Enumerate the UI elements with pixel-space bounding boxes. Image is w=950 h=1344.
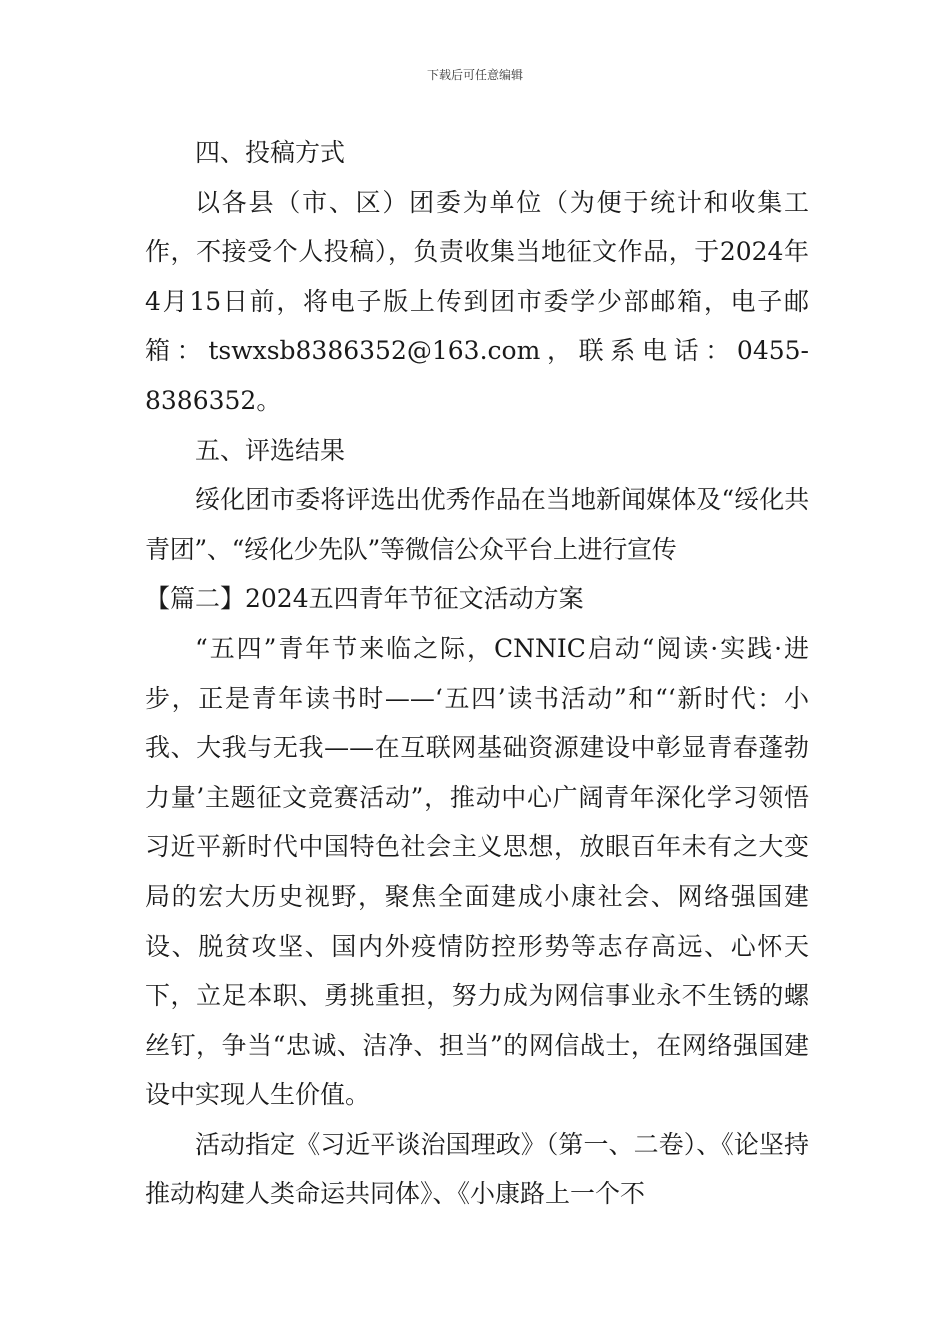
paragraph-designated-books: 活动指定《习近平谈治国理政》（第一、二卷）、《论坚持推动构建人类命运共同体》、《小康路上一个不 xyxy=(145,1129,809,1209)
section-heading-results: 五、评选结果 xyxy=(195,435,346,465)
paragraph-results-details: 绥化团市委将评选出优秀作品在当地新闻媒体及“绥化共青团”、“绥化少先队”等微信公众平台上进行宣传 xyxy=(145,485,809,564)
page-header-note: 下载后可任意编辑 xyxy=(426,68,523,82)
document-body xyxy=(145,128,809,1219)
paragraph-activity-intro: “五四”青年节来临之际，CNNIC启动“阅读·实践·进步，正是青年读书时——‘五四’读书活动”和“‘新时代：小我、大我与无我——在互联网基础资源建设中彰显青春蓬勃力量’主题征文竞赛活动”，推动中心广阔青年深化学习领悟习近平新时代中国特色社会主义思想，放眼百年未有之大变局的宏大历史视野，聚焦全面建成小康社会、网络强国建设、脱贫攻坚、国内外疫情防控形势等志存高远、心怀天下，立足本职、勇挑重担，努力成为网信事业永不生锈的螺丝钉，争当“忠诚、洁净、担当”的网信战士，在网络强国建设中实现人生价值。 xyxy=(145,633,809,1110)
section-heading-submission: 四、投稿方式 xyxy=(195,138,346,167)
article-title-part-two: 【篇二】2024五四青年节征文活动方案 xyxy=(145,584,584,614)
paragraph-submission-details: 以各县（市、区）团委为单位（为便于统计和收集工作，不接受个人投稿），负责收集当地征文作品，于2024年4月15日前，将电子版上传到团市委学少部邮箱，电子邮箱：tswxsb8386352@163.com，联系电话：0455-8386352。 xyxy=(145,187,809,415)
